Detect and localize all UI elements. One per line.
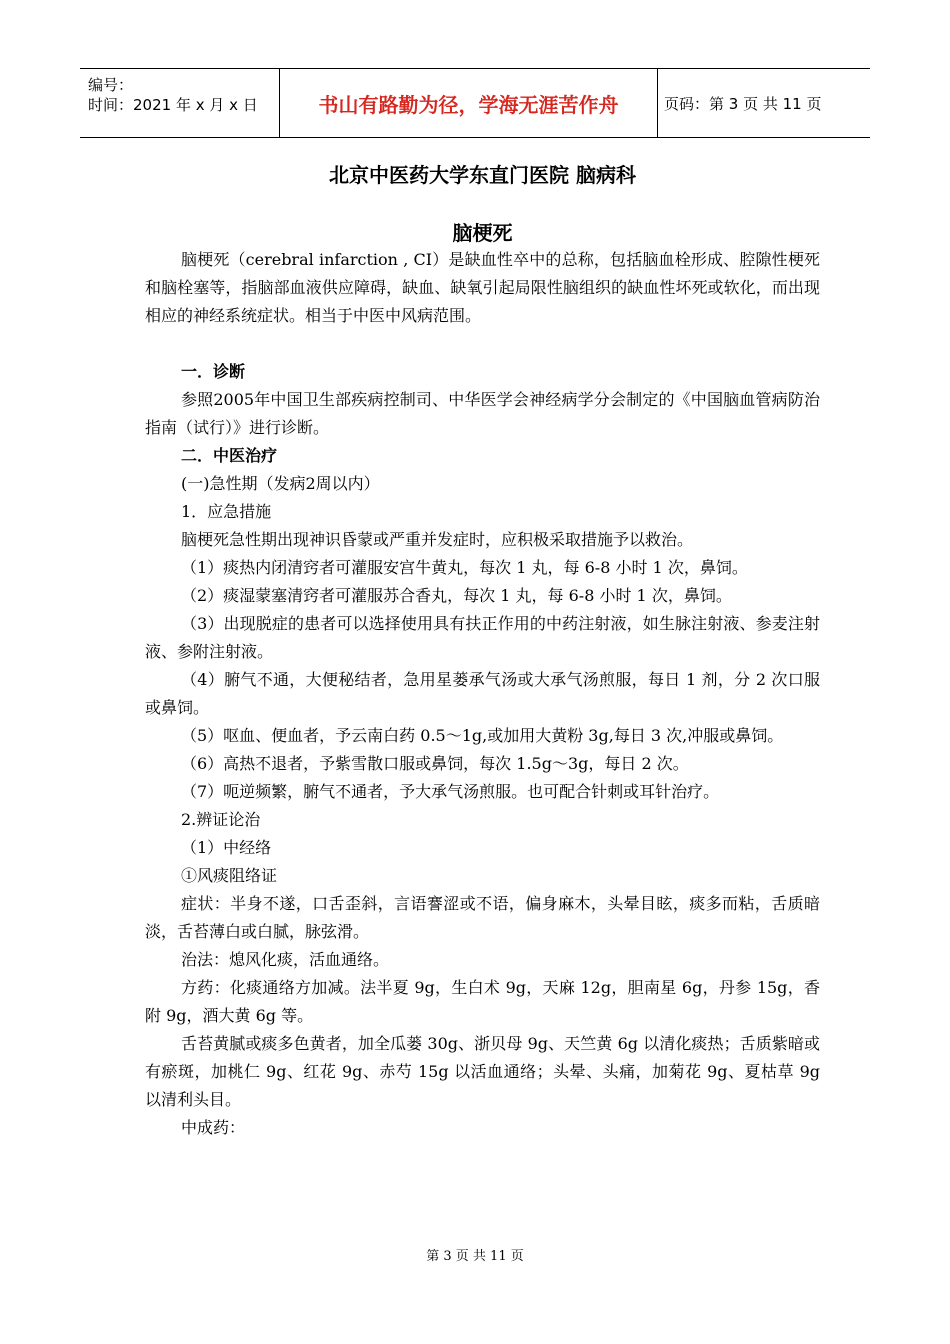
page-header [80,68,870,138]
modification-text: 舌苔黄腻或痰多色黄者，加全瓜蒌 30g、浙贝母 9g、天竺黄 6g 以清化痰热；舌质紫暗或有瘀斑，加桃仁 9g、红花 9g、赤芍 15g 以活血通络；头晕、头痛，加菊花 9g、夏枯草 9g 以清利头目。 [145,1034,820,1109]
acute-phase: (一)急性期（发病2周以内） [181,474,380,493]
patent-medicine-label: 中成药： [181,1118,246,1137]
symptoms-text: 症状：半身不遂，口舌歪斜，言语謇涩或不语，偏身麻木，头晕目眩，痰多而粘，舌质暗淡，舌苔薄白或白腻，脉弦滑。 [145,894,820,941]
channel-title: （1）中经络 [181,838,272,857]
emergency-item: （1）痰热内闭清窍者可灌服安宫牛黄丸，每次 1 丸，每 6-8 小时 1 次，鼻饲。 [181,558,748,577]
emergency-title: 1．应急措施 [181,502,272,521]
emergency-item: （5）呕血、便血者，予云南白药 0.5～1g,或加用大黄粉 3g,每日 3 次,冲服或鼻饲。 [181,726,784,745]
method-text: 治法：熄风化痰，活血通络。 [181,950,390,969]
prescription-text: 方药：化痰通络方加减。法半夏 9g，生白术 9g，天麻 12g，胆南星 6g，丹参 15g，香附 9g，酒大黄 6g 等。 [145,978,820,1025]
serial-label: 编号： [88,76,134,94]
diagnosis-heading: 一．诊断 [181,362,246,381]
emergency-item: （2）痰湿蒙塞清窍者可灌服苏合香丸，每次 1 丸，每 6-8 小时 1 次，鼻饲。 [181,586,732,605]
header-page-info: 页码：第 3 页 共 11 页 [664,94,822,113]
document-body [145,150,820,1142]
emergency-item: （4）腑气不通，大便秘结者，急用星蒌承气汤或大承气汤煎服，每日 1 剂，分 2 次口服或鼻饲。 [145,670,820,717]
syndrome-title: 2.辨证论治 [181,810,261,829]
header-motto: 书山有路勤为径，学海无涯苦作舟 [280,69,658,137]
topic-title: 脑梗死 [452,221,513,245]
emergency-item: （3）出现脱症的患者可以选择使用具有扶正作用的中药注射液，如生脉注射液、参麦注射液、参附注射液。 [145,614,820,661]
emergency-item: （7）呃逆频繁，腑气不通者，予大承气汤煎服。也可配合针刺或耳针治疗。 [181,782,720,801]
spacer [145,330,820,358]
emergency-item: （6）高热不退者，予紫雪散口服或鼻饲，每次 1.5g～3g，每日 2 次。 [181,754,689,773]
intro-paragraph: 脑梗死（cerebral infarction , CI）是缺血性卒中的总称，包括脑血栓形成、腔隙性梗死和脑栓塞等，指脑部血液供应障碍，缺血、缺氧引起局限性脑组织的缺血性坏死或软化，而出现相应的神经系统症状。相当于中医中风病范围。 [145,250,820,325]
treatment-heading: 二．中医治疗 [181,446,278,465]
header-meta [80,69,280,137]
pattern-title: ①风痰阻络证 [181,866,278,885]
institution-title: 北京中医药大学东直门医院 脑病科 [329,163,636,187]
date-line: 时间：2021 年 x 月 x 日 [88,96,258,114]
diagnosis-text: 参照2005年中国卫生部疾病控制司、中华医学会神经病学分会制定的《中国脑血管病防治指南（试行）》进行诊断。 [145,390,820,437]
emergency-intro: 脑梗死急性期出现神识昏蒙或严重并发症时，应积极采取措施予以救治。 [181,530,694,549]
page-footer: 第 3 页 共 11 页 [426,1249,524,1264]
